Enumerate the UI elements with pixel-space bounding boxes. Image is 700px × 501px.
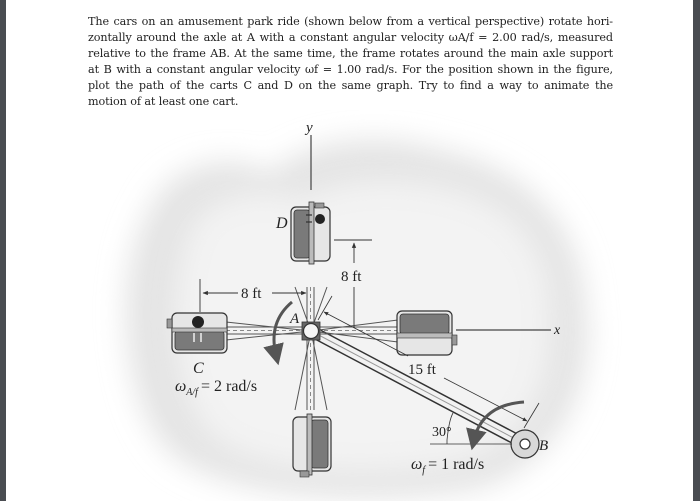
cart-C bbox=[167, 313, 227, 353]
problem-line-1: The cars on an amusement park ride (shown below from a vertical perspective) rotate hori- bbox=[88, 15, 613, 28]
cart-bottom bbox=[293, 414, 331, 477]
problem-line-4: at B with a constant angular velocity ωf = 1.00 rad/s. For the position shown in the figure, bbox=[88, 63, 613, 76]
cart-D-label: D bbox=[276, 215, 288, 232]
problem-line-6: motion of at least one cart. bbox=[88, 95, 239, 108]
omega-f-value: = 1 rad/s bbox=[428, 456, 485, 473]
ride-figure bbox=[0, 110, 700, 501]
angle-label: 30° bbox=[432, 425, 452, 440]
problem-statement bbox=[88, 14, 613, 110]
cart-C-label: C bbox=[193, 360, 204, 377]
cart-right bbox=[397, 311, 457, 355]
support-B bbox=[511, 430, 539, 458]
omega-f-symbol: ω bbox=[411, 456, 423, 473]
problem-line-2: zontally around the axle at A with a constant angular velocity ωA/f = 2.00 rad/s, measured bbox=[88, 31, 613, 44]
problem-line-5: plot the path of the carts C and D on the same graph. Try to find a way to animate the bbox=[88, 79, 613, 92]
omega-Af-symbol: ω bbox=[175, 378, 187, 395]
dimension-vertical-label: 8 ft bbox=[341, 269, 362, 285]
hub-A bbox=[302, 322, 320, 340]
dimension-horizontal-label: 8 ft bbox=[241, 286, 262, 302]
point-A-label: A bbox=[290, 311, 300, 327]
omega-Af-value: = 2 rad/s bbox=[200, 378, 258, 395]
dimension-arm-label: 15 ft bbox=[408, 362, 436, 378]
point-B-label: B bbox=[539, 438, 549, 454]
omega-f-subscript: f bbox=[422, 465, 426, 476]
omega-Af-subscript: A/f bbox=[186, 387, 198, 398]
problem-line-3: relative to the frame AB. At the same time, the frame rotates around the main axle support bbox=[88, 47, 613, 60]
y-axis-label: y bbox=[306, 120, 313, 136]
cart-D bbox=[291, 202, 330, 264]
x-axis-label: x bbox=[554, 323, 561, 338]
